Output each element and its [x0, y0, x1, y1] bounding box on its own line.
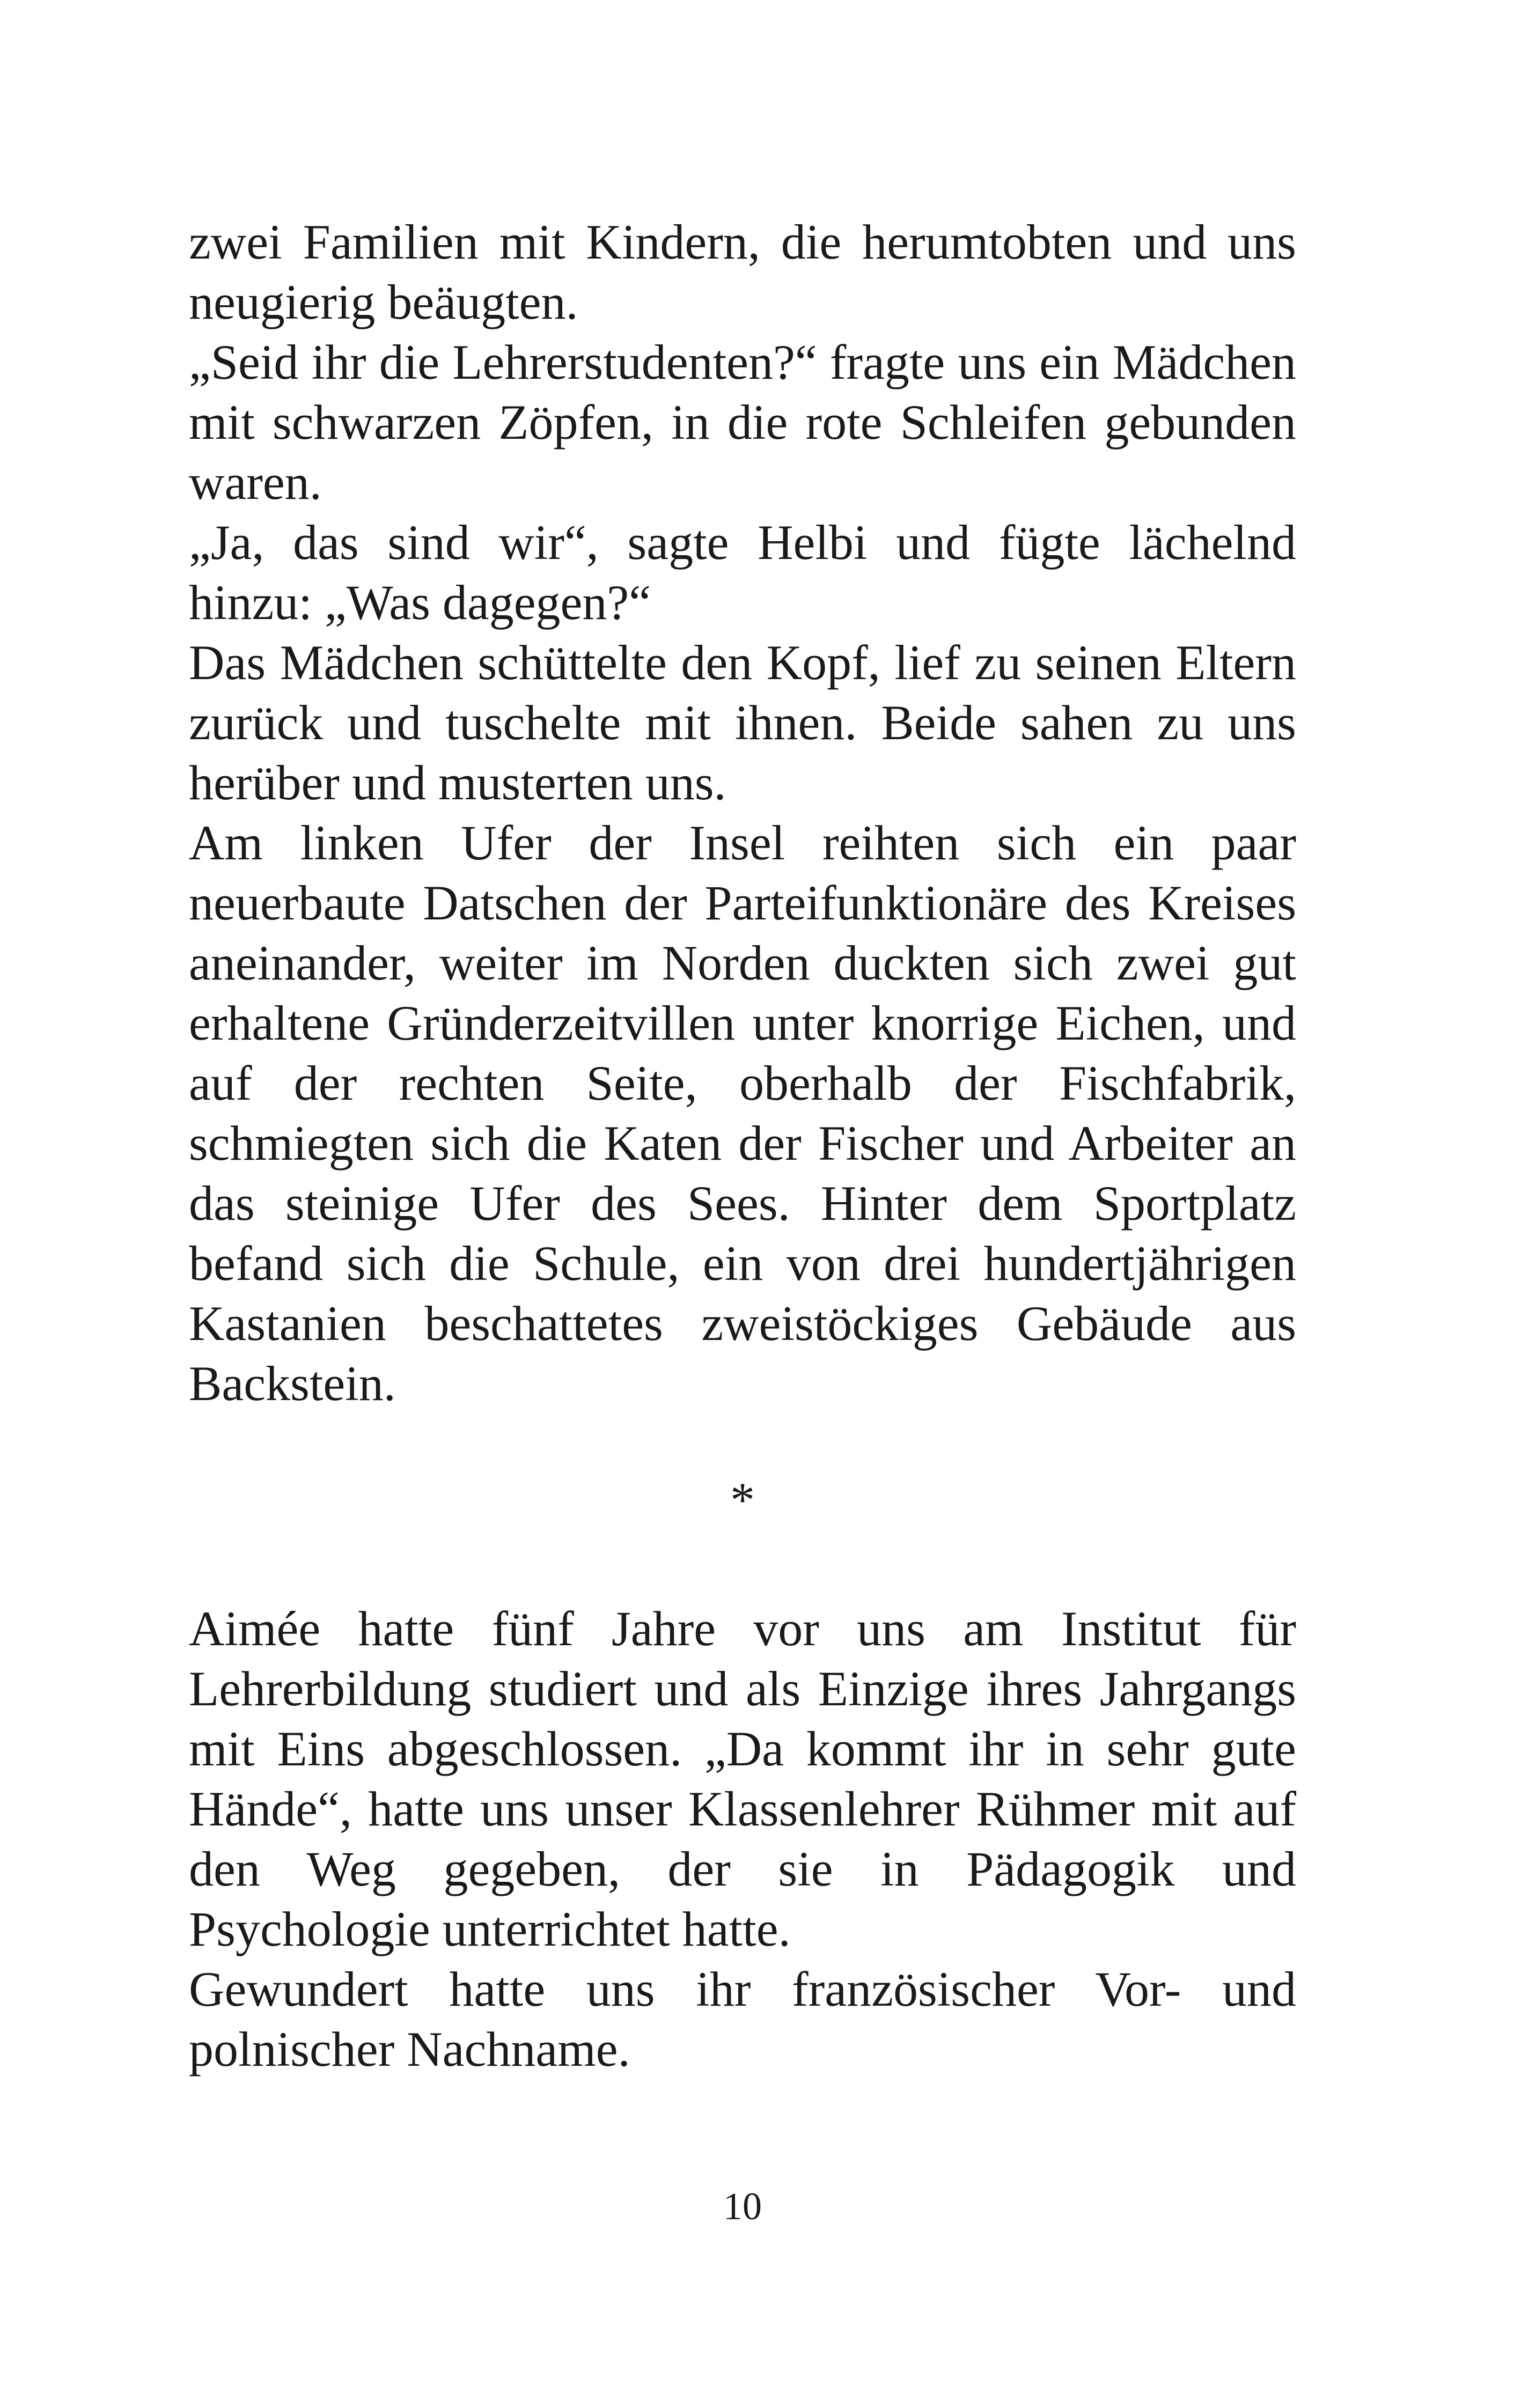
paragraph: Am linken Ufer der Insel reihten sich ein paar neuerbaute Datschen der Parteifunktionäre des Kreises aneinander, weiter im Norden duckten sich zwei gut erhaltene Gründerzeitvillen unter knorrige Eichen, und auf der rechten Seite, oberhalb der Fischfabrik, schmiegten sich die Katen der Fischer und Arbeiter an das steinige Ufer des Sees. Hinter dem Sportplatz befand sich die Schule, ein von drei hundertjährigen Kastanien beschattetes zweistöckiges Gebäude aus Backstein.	[189, 815, 1296, 1411]
paragraph: Gewundert hatte uns ihr französischer Vor- und polnischer Nachname.	[189, 1962, 1296, 2076]
text-block-lower	[189, 1599, 1296, 2079]
scene-break-asterisk: *	[730, 1472, 755, 1527]
paragraph: Aimée hatte fünf Jahre vor uns am Institut für Lehrerbildung studiert und als Einzige ihres Jahrgangs mit Eins abgeschlossen. „Da kommt ihr in sehr gute Hände“, hatte uns unser Klassenlehrer Rühmer mit auf den Weg gegeben, der sie in Pädagogik und Psychologie unterrichtet hatte.	[189, 1601, 1296, 1956]
paragraph: „Seid ihr die Lehrerstudenten?“ fragte uns ein Mädchen mit schwarzen Zöpfen, in die rote Schleifen gebunden waren.	[189, 335, 1296, 510]
text-block-upper	[189, 212, 1296, 1413]
paragraph: „Ja, das sind wir“, sagte Helbi und fügte lächelnd hinzu: „Was dagegen?“	[189, 515, 1296, 630]
paragraph: zwei Familien mit Kindern, die herumtobten und uns neugierig beäugten.	[189, 215, 1296, 329]
paragraph: Das Mädchen schüttelte den Kopf, lief zu seinen Eltern zurück und tuschelte mit ihnen. Beide sahen zu uns herüber und musterten uns.	[189, 635, 1296, 810]
page-number: 10	[723, 2185, 762, 2228]
